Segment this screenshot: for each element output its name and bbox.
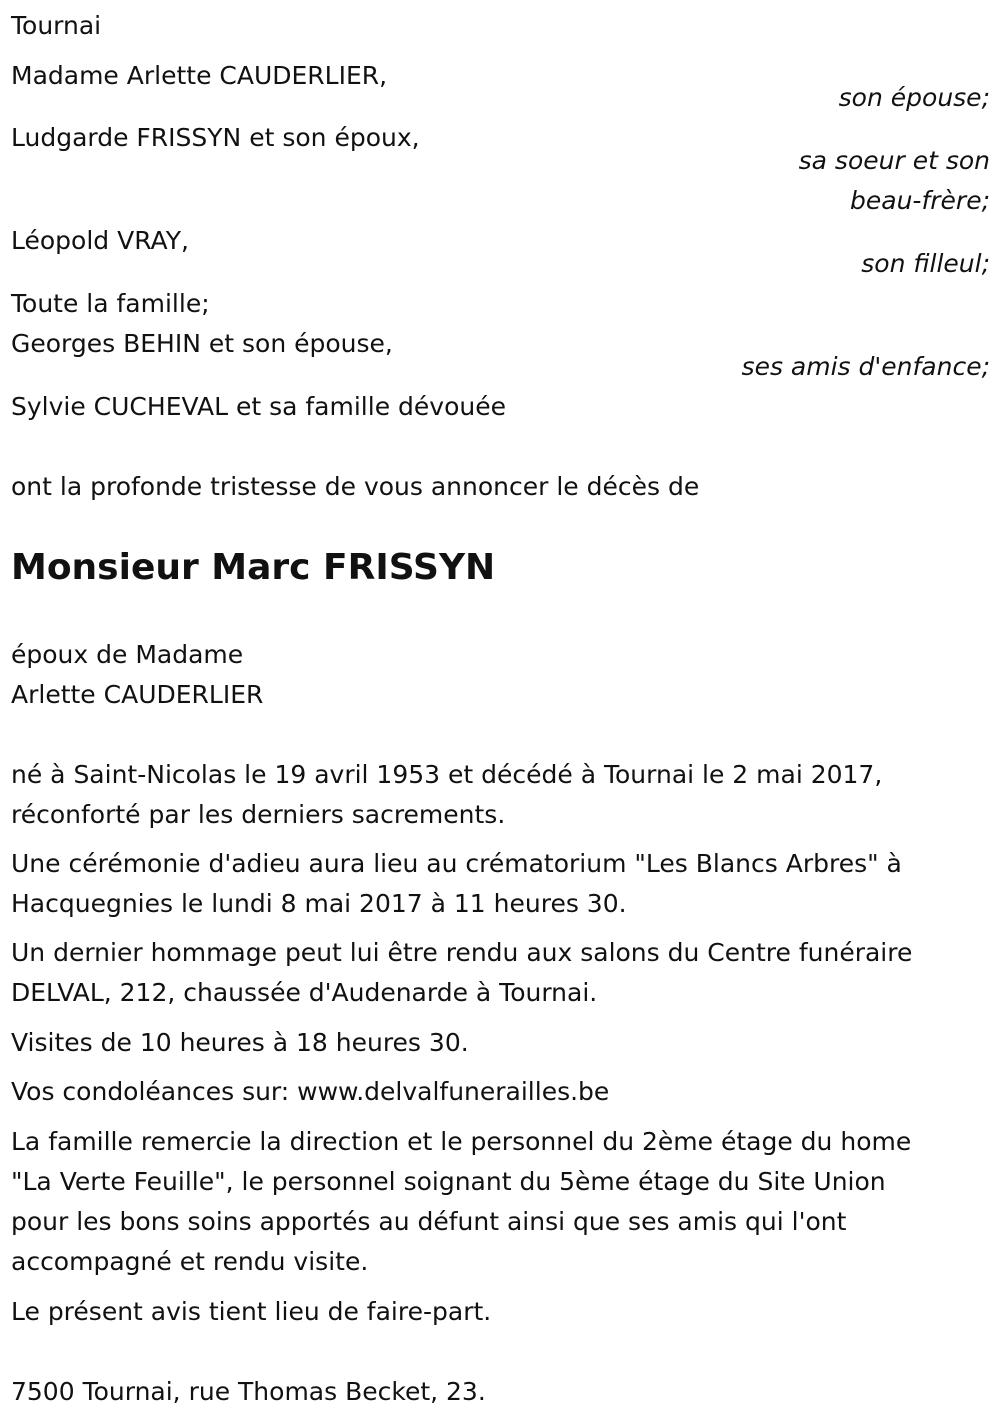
thanks-line-1: La famille remercie la direction et le personnel du 2ème étage du home xyxy=(11,1127,912,1156)
address-text: 7500 Tournai, rue Thomas Becket, 23. xyxy=(11,1377,486,1406)
mourner-sister-relation-line1: sa soeur et son xyxy=(798,146,990,175)
mourner-family-name: Toute la famille; xyxy=(11,289,210,318)
thanks-line-3: pour les bons soins apportés au défunt ainsi que ses amis qui l'ont xyxy=(11,1207,847,1236)
spouse-line-2: Arlette CAUDERLIER xyxy=(11,680,264,709)
mourner-godson-name: Léopold VRAY, xyxy=(11,226,189,255)
city-label: Tournai xyxy=(11,11,102,40)
spouse-line-1: époux de Madame xyxy=(11,640,244,669)
mourner-sister-relation-line2: beau-frère; xyxy=(850,186,990,215)
tribute-line-1: Un dernier hommage peut lui être rendu aux salons du Centre funéraire xyxy=(11,938,913,967)
birth-death-line-1: né à Saint-Nicolas le 19 avril 1953 et décédé à Tournai le 2 mai 2017, xyxy=(11,760,883,789)
birth-death-line-2: réconforté par les derniers sacrements. xyxy=(11,800,506,829)
tribute-line-2: DELVAL, 212, chaussée d'Audenarde à Tournai. xyxy=(11,978,598,1007)
mourner-spouse-name: Madame Arlette CAUDERLIER, xyxy=(11,61,388,90)
mourner-spouse-relation: son épouse; xyxy=(838,83,990,112)
mourner-friends-relation: ses amis d'enfance; xyxy=(741,352,990,381)
thanks-line-4: accompagné et rendu visite. xyxy=(11,1247,369,1276)
mourner-friends-name: Georges BEHIN et son épouse, xyxy=(11,329,393,358)
thanks-line-2: "La Verte Feuille", le personnel soignant du 5ème étage du Site Union xyxy=(11,1167,886,1196)
announcement-text: ont la profonde tristesse de vous annoncer le décès de xyxy=(11,472,700,501)
ceremony-line-2: Hacquegnies le lundi 8 mai 2017 à 11 heures 30. xyxy=(11,889,627,918)
ceremony-line-1: Une cérémonie d'adieu aura lieu au crématorium "Les Blancs Arbres" à xyxy=(11,849,902,878)
mourner-godson-relation: son filleul; xyxy=(861,249,990,278)
deceased-name-heading: Monsieur Marc FRISSYN xyxy=(11,547,496,588)
mourner-caregiver-name: Sylvie CUCHEVAL et sa famille dévouée xyxy=(11,392,506,421)
notice-text: Le présent avis tient lieu de faire-part. xyxy=(11,1297,492,1326)
condolences-text: Vos condoléances sur: www.delvalfunerailles.be xyxy=(11,1077,610,1106)
visits-text: Visites de 10 heures à 18 heures 30. xyxy=(11,1028,469,1057)
mourner-sister-name: Ludgarde FRISSYN et son époux, xyxy=(11,123,420,152)
